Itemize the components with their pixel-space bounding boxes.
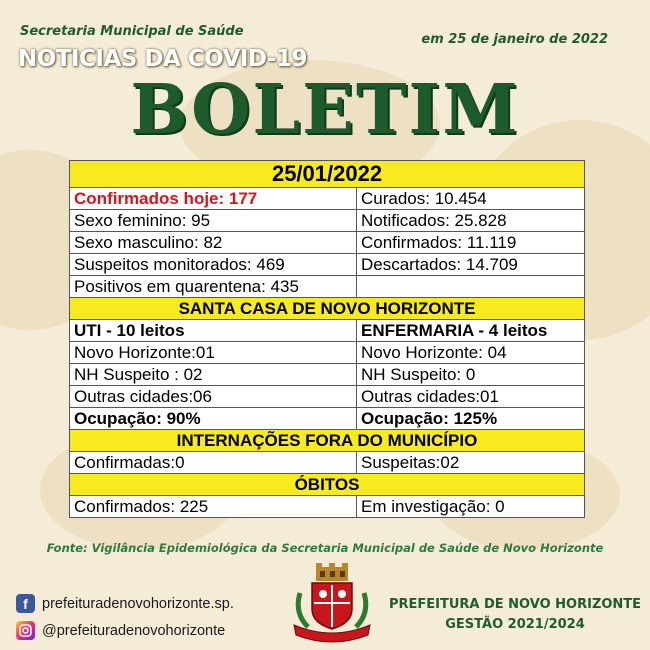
table-cell: NH Suspeito : 02 bbox=[70, 364, 357, 386]
facebook-contact[interactable] bbox=[16, 594, 234, 613]
instagram-handle[interactable]: @prefeituradenovohorizonte bbox=[42, 622, 226, 639]
table-cell: Sexo masculino: 82 bbox=[70, 232, 357, 254]
table-row bbox=[70, 386, 585, 408]
table-cell: Ocupação: 125% bbox=[357, 408, 585, 430]
facebook-icon: f bbox=[16, 594, 35, 613]
administration-term: GESTÃO 2021/2024 bbox=[445, 617, 585, 632]
table-cell: Confirmadas:0 bbox=[70, 452, 357, 474]
table-row bbox=[70, 408, 585, 430]
table-cell: Curados: 10.454 bbox=[357, 188, 585, 210]
table-row bbox=[70, 364, 585, 386]
prefecture-name: PREFEITURA DE NOVO HORIZONTE bbox=[388, 597, 642, 612]
table-cell: Sexo feminino: 95 bbox=[70, 210, 357, 232]
table-cell: Confirmados: 11.119 bbox=[357, 232, 585, 254]
instagram-contact[interactable] bbox=[16, 621, 225, 640]
table-cell: Descartados: 14.709 bbox=[357, 254, 585, 276]
table-cell bbox=[357, 276, 585, 298]
table-cell: Notificados: 25.828 bbox=[357, 210, 585, 232]
main-title: BOLETIM bbox=[130, 70, 520, 150]
obitos-header: ÓBITOS bbox=[70, 474, 585, 496]
table-cell: Suspeitas:02 bbox=[357, 452, 585, 474]
table-row bbox=[70, 188, 585, 210]
table-cell: Outras cidades:01 bbox=[357, 386, 585, 408]
table-row bbox=[70, 232, 585, 254]
table-cell: Suspeitos monitorados: 469 bbox=[70, 254, 357, 276]
table-row bbox=[70, 452, 585, 474]
facebook-handle[interactable]: prefeituradenovohorizonte.sp. bbox=[42, 595, 234, 612]
table-cell: Ocupação: 90% bbox=[70, 408, 357, 430]
uti-header: UTI - 10 leitos bbox=[70, 320, 357, 342]
table-row bbox=[70, 254, 585, 276]
table-row bbox=[70, 320, 585, 342]
table-cell: Novo Horizonte: 04 bbox=[357, 342, 585, 364]
table-row bbox=[70, 342, 585, 364]
confirmed-today: Confirmados hoje: 177 bbox=[70, 188, 357, 210]
bulletin-table bbox=[69, 160, 585, 518]
internacoes-header: INTERNAÇÕES FORA DO MUNICÍPIO bbox=[70, 430, 585, 452]
source-note: Fonte: Vigilância Epidemiológica da Secretaria Municipal de Saúde de Novo Horizonte bbox=[46, 541, 604, 555]
table-row bbox=[70, 496, 585, 518]
table-cell: Confirmados: 225 bbox=[70, 496, 357, 518]
instagram-icon bbox=[16, 621, 35, 640]
table-row bbox=[70, 210, 585, 232]
table-cell: Outras cidades:06 bbox=[70, 386, 357, 408]
department-subtitle: Secretaria Municipal de Saúde bbox=[20, 24, 244, 39]
table-cell: NH Suspeito: 0 bbox=[357, 364, 585, 386]
bulletin-date: 25/01/2022 bbox=[70, 161, 585, 188]
table-cell: Positivos em quarentena: 435 bbox=[70, 276, 357, 298]
santa-casa-header: SANTA CASA DE NOVO HORIZONTE bbox=[70, 298, 585, 320]
news-title: NOTICIAS DA COVID-19 bbox=[18, 46, 307, 72]
enfermaria-header: ENFERMARIA - 4 leitos bbox=[357, 320, 585, 342]
city-crest-logo bbox=[290, 563, 374, 643]
table-cell: Em investigação: 0 bbox=[357, 496, 585, 518]
table-cell: Novo Horizonte:01 bbox=[70, 342, 357, 364]
date-note: em 25 de janeiro de 2022 bbox=[421, 32, 608, 47]
table-row bbox=[70, 276, 585, 298]
